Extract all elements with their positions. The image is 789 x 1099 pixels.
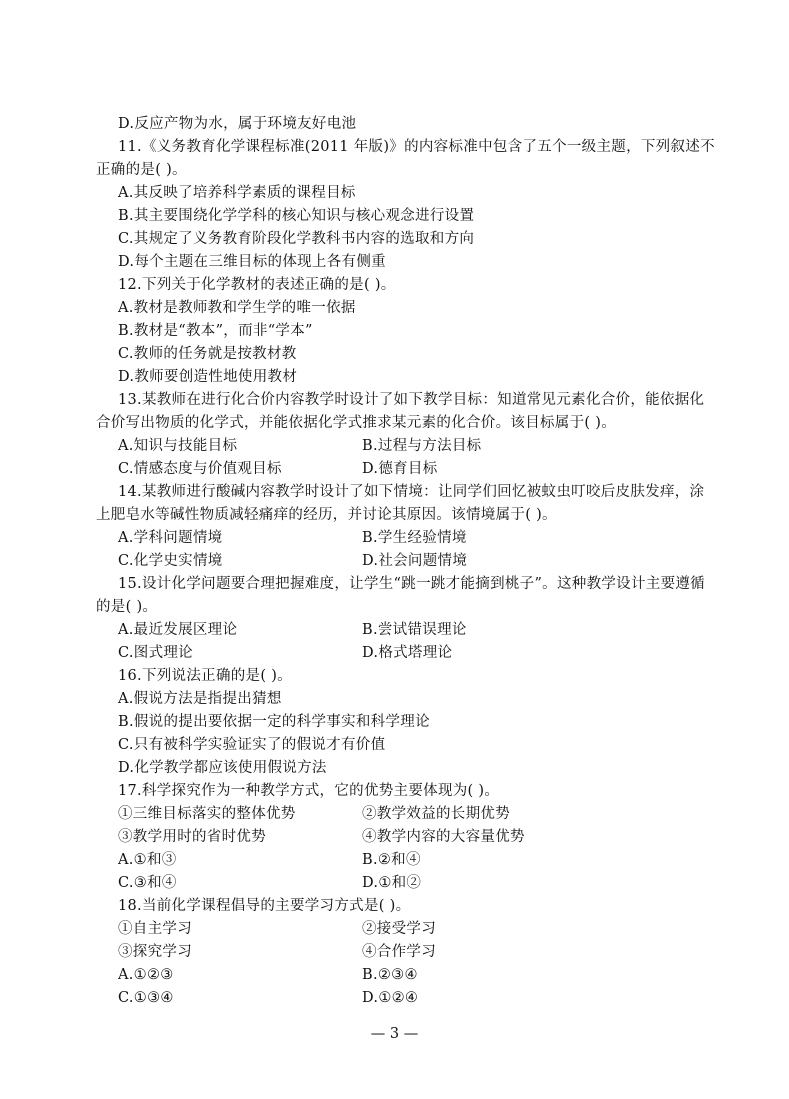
option-line: B.其主要围绕化学学科的核心知识与核心观念进行设置	[118, 208, 475, 224]
option-line: C.③和④	[118, 875, 177, 891]
option-line: D.①和②	[362, 875, 422, 891]
question-16-line: 16.下列说法正确的是( )。	[118, 668, 292, 684]
question-14-line: 14.某教师进行酸碱内容教学时设计了如下情境：让同学们回忆被蚊虫叮咬后皮肤发痒，涂	[118, 484, 705, 500]
option-line: A.假说方法是指提出猜想	[118, 691, 282, 707]
question-12-line: 12.下列关于化学教材的表述正确的是( )。	[118, 277, 396, 293]
option-line: B.过程与方法目标	[362, 438, 482, 454]
option-line: D.每个主题在三维目标的体现上各有侧重	[118, 254, 386, 270]
option-line: D.德育目标	[362, 461, 438, 477]
option-line: C.教师的任务就是按教材教	[118, 346, 297, 362]
option-line: C.化学史实情境	[118, 553, 223, 569]
option-line: ③探究学习	[118, 944, 192, 960]
question-13-cont: 合价写出物质的化学式，并能依据化学式推求某元素的化合价。该目标属于( )。	[96, 415, 617, 431]
question-17-line: 17.科学探究作为一种教学方式，它的优势主要体现为( )。	[118, 783, 500, 799]
option-line: ②教学效益的长期优势	[362, 806, 510, 822]
option-line: D.化学教学都应该使用假说方法	[118, 760, 327, 776]
page-number: — 3 —	[370, 1026, 419, 1042]
option-line: A.最近发展区理论	[118, 622, 238, 638]
option-line: B.假说的提出要依据一定的科学事实和科学理论	[118, 714, 430, 730]
question-14-cont: 上肥皂水等碱性物质减轻痛痒的经历，并讨论其原因。该情境属于( )。	[96, 507, 557, 523]
option-line: ①自主学习	[118, 921, 192, 937]
option-line: B.②③④	[362, 967, 418, 983]
option-line: ①三维目标落实的整体优势	[118, 806, 296, 822]
option-line: C.①③④	[118, 990, 174, 1006]
option-line: ④教学内容的大容量优势	[362, 829, 525, 845]
option-line: C.图式理论	[118, 645, 193, 661]
question-13-line: 13.某教师在进行化合价内容教学时设计了如下教学目标：知道常见元素化合价，能依据化	[118, 392, 705, 408]
option-line: B.尝试错误理论	[362, 622, 467, 638]
option-line: C.情感态度与价值观目标	[118, 461, 282, 477]
option-line: D.①②④	[362, 990, 419, 1006]
option-line: A.教材是教师教和学生学的唯一依据	[118, 300, 356, 316]
question-18-line: 18.当前化学课程倡导的主要学习方式是( )。	[118, 898, 411, 914]
option-line: D.反应产物为水，属于环境友好电池	[118, 116, 357, 132]
question-15-line: 15.设计化学问题要合理把握难度，让学生“跳一跳才能摘到桃子”。这种教学设计主要遵循	[118, 576, 705, 592]
option-line: D.格式塔理论	[362, 645, 453, 661]
option-line: A.①②③	[118, 967, 174, 983]
option-line: C.其规定了义务教育阶段化学教科书内容的选取和方向	[118, 231, 475, 247]
option-line: A.学科问题情境	[118, 530, 223, 546]
option-line: D.社会问题情境	[362, 553, 468, 569]
option-line: ③教学用时的省时优势	[118, 829, 266, 845]
option-line: ④合作学习	[362, 944, 436, 960]
option-line: B.教材是“教本”，而非“学本”	[118, 323, 313, 339]
option-line: A.①和③	[118, 852, 177, 868]
option-line: A.知识与技能目标	[118, 438, 238, 454]
option-line: A.其反映了培养科学素质的课程目标	[118, 185, 356, 201]
option-line: B.②和④	[362, 852, 421, 868]
option-line: D.教师要创造性地使用教材	[118, 369, 298, 385]
question-15-cont: 的是( )。	[96, 599, 158, 615]
option-line: ②接受学习	[362, 921, 436, 937]
option-line: C.只有被科学实验证实了的假说才有价值	[118, 737, 386, 753]
option-line: B.学生经验情境	[362, 530, 467, 546]
question-11-cont: 正确的是( )。	[96, 162, 187, 178]
question-11-line: 11.《义务教育化学课程标准(2011 年版)》的内容标准中包含了五个一级主题，下列叙述不	[118, 139, 715, 155]
